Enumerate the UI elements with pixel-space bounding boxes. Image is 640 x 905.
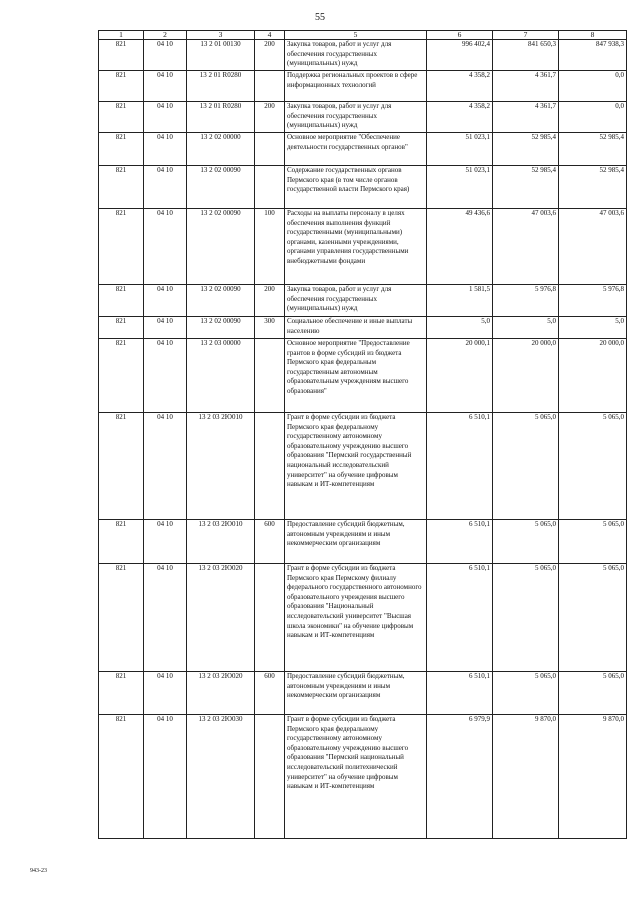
- name-cell: Закупка товаров, работ и услуг для обеспечения государственных (муниципальных) нужд: [285, 102, 427, 133]
- section-cell: 04 10: [144, 40, 187, 71]
- section-cell: 04 10: [144, 285, 187, 317]
- header-col-6: 6: [427, 31, 493, 40]
- target-article-cell: 13 2 01 R0280: [187, 102, 255, 133]
- amount-col8-cell: 20 000,0: [559, 339, 627, 413]
- section-cell: 04 10: [144, 317, 187, 339]
- header-col-3: 3: [187, 31, 255, 40]
- amount-col6-cell: 5,0: [427, 317, 493, 339]
- amount-col8-cell: 52 985,4: [559, 166, 627, 209]
- admin-code-cell: 821: [99, 102, 144, 133]
- amount-col7-cell: 4 361,7: [493, 102, 559, 133]
- table-row: [99, 40, 627, 71]
- name-cell: Грант в форме субсидии из бюджета Пермского края федеральному государственному автономному образовательному учреждению высшего образования "Пермский государственный национальный исследовательский университет" на обучение цифровым навыкам и ИТ-компетенциям: [285, 413, 427, 520]
- section-cell: 04 10: [144, 413, 187, 520]
- amount-col6-cell: 4 358,2: [427, 71, 493, 102]
- target-article-cell: 13 2 03 2Ю020: [187, 672, 255, 715]
- expense-type-cell: [255, 339, 285, 413]
- target-article-cell: 13 2 01 R0280: [187, 71, 255, 102]
- amount-col6-cell: 6 510,1: [427, 413, 493, 520]
- amount-col8-cell: 5 065,0: [559, 564, 627, 672]
- section-cell: 04 10: [144, 715, 187, 839]
- amount-col8-cell: 5 976,8: [559, 285, 627, 317]
- amount-col7-cell: 5 065,0: [493, 564, 559, 672]
- amount-col6-cell: 996 402,4: [427, 40, 493, 71]
- table-row: [99, 209, 627, 285]
- amount-col7-cell: 52 985,4: [493, 133, 559, 166]
- admin-code-cell: 821: [99, 40, 144, 71]
- expense-type-cell: 600: [255, 520, 285, 564]
- table-row: [99, 520, 627, 564]
- amount-col8-cell: 0,0: [559, 71, 627, 102]
- table-row: [99, 317, 627, 339]
- expense-type-cell: 300: [255, 317, 285, 339]
- admin-code-cell: 821: [99, 285, 144, 317]
- expense-type-cell: 600: [255, 672, 285, 715]
- name-cell: Предоставление субсидий бюджетным, автономным учреждениям и иным некоммерческим организациям: [285, 672, 427, 715]
- admin-code-cell: 821: [99, 672, 144, 715]
- target-article-cell: 13 2 02 00090: [187, 166, 255, 209]
- section-cell: 04 10: [144, 71, 187, 102]
- amount-col8-cell: 52 985,4: [559, 133, 627, 166]
- name-cell: Основное мероприятие "Обеспечение деятельности государственных органов": [285, 133, 427, 166]
- amount-col8-cell: 0,0: [559, 102, 627, 133]
- table-header-row: [99, 31, 627, 40]
- expense-type-cell: 200: [255, 285, 285, 317]
- admin-code-cell: 821: [99, 520, 144, 564]
- amount-col7-cell: 5,0: [493, 317, 559, 339]
- amount-col7-cell: 5 065,0: [493, 413, 559, 520]
- section-cell: 04 10: [144, 520, 187, 564]
- amount-col6-cell: 6 979,9: [427, 715, 493, 839]
- amount-col8-cell: 5 065,0: [559, 672, 627, 715]
- table-row: [99, 285, 627, 317]
- table-row: [99, 715, 627, 839]
- admin-code-cell: 821: [99, 71, 144, 102]
- target-article-cell: 13 2 02 00090: [187, 317, 255, 339]
- expense-type-cell: 100: [255, 209, 285, 285]
- amount-col7-cell: 4 361,7: [493, 71, 559, 102]
- amount-col6-cell: 6 510,1: [427, 520, 493, 564]
- amount-col6-cell: 51 023,1: [427, 166, 493, 209]
- name-cell: Закупка товаров, работ и услуг для обеспечения государственных (муниципальных) нужд: [285, 285, 427, 317]
- name-cell: Закупка товаров, работ и услуг для обеспечения государственных (муниципальных) нужд: [285, 40, 427, 71]
- expense-type-cell: [255, 71, 285, 102]
- target-article-cell: 13 2 03 00000: [187, 339, 255, 413]
- name-cell: Поддержка региональных проектов в сфере информационных технологий: [285, 71, 427, 102]
- header-col-1: 1: [99, 31, 144, 40]
- expense-type-cell: [255, 564, 285, 672]
- expense-type-cell: [255, 715, 285, 839]
- expense-type-cell: 200: [255, 40, 285, 71]
- amount-col6-cell: 6 510,1: [427, 564, 493, 672]
- table-row: [99, 102, 627, 133]
- amount-col7-cell: 52 985,4: [493, 166, 559, 209]
- admin-code-cell: 821: [99, 715, 144, 839]
- table-row: [99, 71, 627, 102]
- amount-col6-cell: 1 581,5: [427, 285, 493, 317]
- header-col-8: 8: [559, 31, 627, 40]
- table-row: [99, 413, 627, 520]
- budget-table: [98, 30, 627, 839]
- name-cell: Предоставление субсидий бюджетным, автономным учреждениям и иным некоммерческим организациям: [285, 520, 427, 564]
- amount-col7-cell: 47 003,6: [493, 209, 559, 285]
- amount-col8-cell: 5 065,0: [559, 520, 627, 564]
- amount-col6-cell: 49 436,6: [427, 209, 493, 285]
- amount-col6-cell: 6 510,1: [427, 672, 493, 715]
- target-article-cell: 13 2 03 2Ю010: [187, 520, 255, 564]
- name-cell: Содержание государственных органов Пермского края (в том числе органов государственной власти Пермского края): [285, 166, 427, 209]
- section-cell: 04 10: [144, 166, 187, 209]
- name-cell: Основное мероприятие "Предоставление грантов в форме субсидий из бюджета Пермского края федеральным государственным автономным образовательным учреждениям высшего образования": [285, 339, 427, 413]
- amount-col6-cell: 4 358,2: [427, 102, 493, 133]
- section-cell: 04 10: [144, 564, 187, 672]
- expense-type-cell: 200: [255, 102, 285, 133]
- amount-col7-cell: 5 065,0: [493, 520, 559, 564]
- amount-col8-cell: 5 065,0: [559, 413, 627, 520]
- admin-code-cell: 821: [99, 133, 144, 166]
- amount-col8-cell: 5,0: [559, 317, 627, 339]
- admin-code-cell: 821: [99, 166, 144, 209]
- admin-code-cell: 821: [99, 209, 144, 285]
- expense-type-cell: [255, 166, 285, 209]
- amount-col7-cell: 5 065,0: [493, 672, 559, 715]
- section-cell: 04 10: [144, 209, 187, 285]
- amount-col8-cell: 847 938,3: [559, 40, 627, 71]
- name-cell: Социальное обеспечение и иные выплаты населению: [285, 317, 427, 339]
- admin-code-cell: 821: [99, 339, 144, 413]
- section-cell: 04 10: [144, 672, 187, 715]
- table-row: [99, 564, 627, 672]
- amount-col8-cell: 9 870,0: [559, 715, 627, 839]
- header-col-7: 7: [493, 31, 559, 40]
- page-number: 55: [315, 12, 325, 23]
- admin-code-cell: 821: [99, 564, 144, 672]
- amount-col8-cell: 47 003,6: [559, 209, 627, 285]
- table-row: [99, 672, 627, 715]
- expense-type-cell: [255, 413, 285, 520]
- section-cell: 04 10: [144, 339, 187, 413]
- table-row: [99, 133, 627, 166]
- target-article-cell: 13 2 02 00090: [187, 285, 255, 317]
- section-cell: 04 10: [144, 102, 187, 133]
- header-col-4: 4: [255, 31, 285, 40]
- target-article-cell: 13 2 03 2Ю010: [187, 413, 255, 520]
- amount-col7-cell: 841 650,3: [493, 40, 559, 71]
- section-cell: 04 10: [144, 133, 187, 166]
- target-article-cell: 13 2 02 00090: [187, 209, 255, 285]
- document-code: 943-23: [30, 868, 47, 874]
- target-article-cell: 13 2 03 2Ю030: [187, 715, 255, 839]
- admin-code-cell: 821: [99, 413, 144, 520]
- table-row: [99, 166, 627, 209]
- name-cell: Грант в форме субсидии из бюджета Пермского края Пермскому филиалу федерального государственного автономного образовательного учреждения высшего образования "Национальный исследовательский университет "Высшая школа экономики" на обучение цифровым навыкам и ИТ-компетенциям: [285, 564, 427, 672]
- name-cell: Расходы на выплаты персоналу в целях обеспечения выполнения функций государственными (муниципальными) органами, казенными учреждениями, органами управления государственными внебюджетными фондами: [285, 209, 427, 285]
- target-article-cell: 13 2 01 00130: [187, 40, 255, 71]
- amount-col7-cell: 20 000,0: [493, 339, 559, 413]
- name-cell: Грант в форме субсидии из бюджета Пермского края федеральному государственному автономному образовательному учреждению высшего образования "Пермский национальный исследовательский политехнический университет" на обучение цифровым навыкам и ИТ-компетенциям: [285, 715, 427, 839]
- amount-col6-cell: 20 000,1: [427, 339, 493, 413]
- table-row: [99, 339, 627, 413]
- amount-col7-cell: 9 870,0: [493, 715, 559, 839]
- admin-code-cell: 821: [99, 317, 144, 339]
- header-col-5: 5: [285, 31, 427, 40]
- header-col-2: 2: [144, 31, 187, 40]
- amount-col7-cell: 5 976,8: [493, 285, 559, 317]
- expense-type-cell: [255, 133, 285, 166]
- amount-col6-cell: 51 023,1: [427, 133, 493, 166]
- target-article-cell: 13 2 03 2Ю020: [187, 564, 255, 672]
- target-article-cell: 13 2 02 00000: [187, 133, 255, 166]
